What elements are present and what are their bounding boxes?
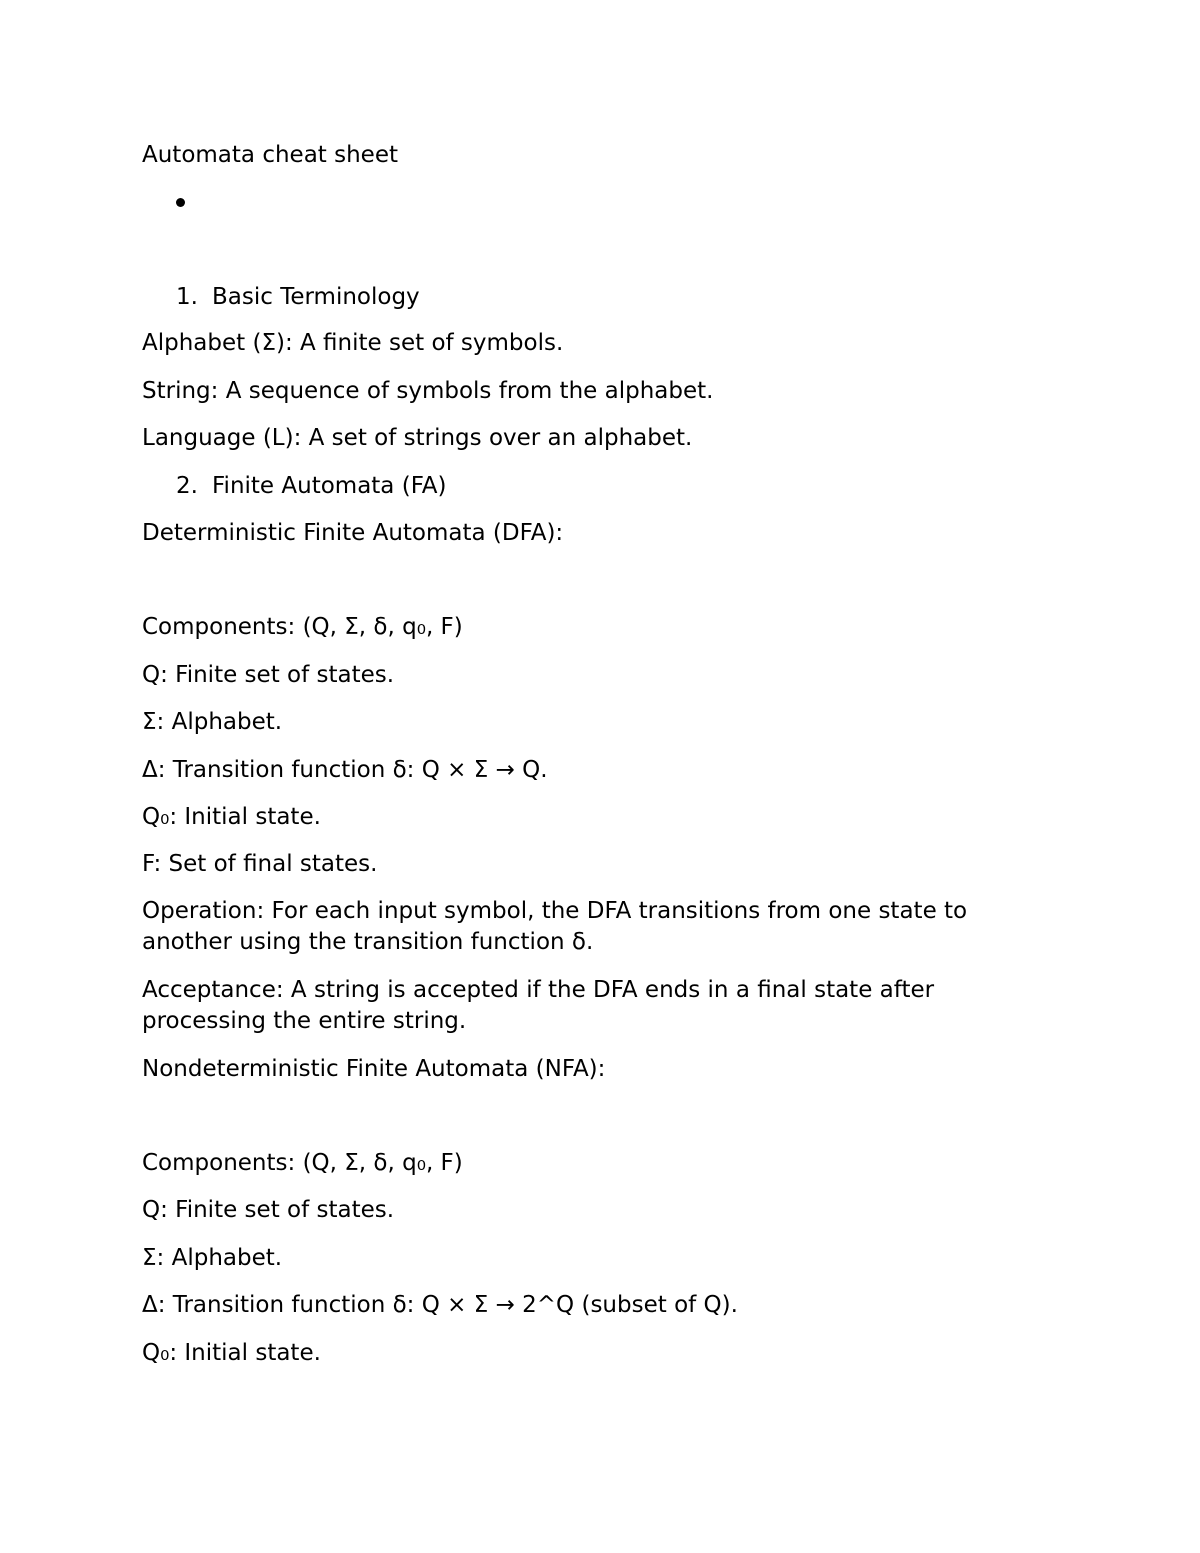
dfa-transition-function: Δ: Transition function δ: Q × Σ → Q. [142, 757, 548, 783]
definition-language: Language (L): A set of strings over an alphabet. [142, 425, 693, 451]
section-heading-text: Finite Automata (FA) [212, 473, 447, 499]
nfa-transition-function: Δ: Transition function δ: Q × Σ → 2^Q (subset of Q). [142, 1292, 738, 1318]
dfa-initial-state: Q₀: Initial state. [142, 804, 321, 830]
nfa-initial-state: Q₀: Initial state. [142, 1340, 321, 1366]
section-number: 1. [176, 284, 198, 310]
dfa-final-states: F: Set of final states. [142, 851, 378, 877]
document-title: Automata cheat sheet [142, 142, 398, 168]
dfa-components: Components: (Q, Σ, δ, q₀, F) [142, 614, 463, 640]
dfa-alphabet: Σ: Alphabet. [142, 709, 283, 735]
dfa-operation: Operation: For each input symbol, the DFA transitions from one state to another using the transition function δ. [142, 898, 968, 955]
section-number: 2. [176, 473, 198, 499]
section-heading-text: Basic Terminology [212, 284, 420, 310]
section-heading-basic-terminology [176, 282, 420, 313]
nfa-heading: Nondeterministic Finite Automata (NFA): [142, 1056, 606, 1082]
dfa-acceptance: Acceptance: A string is accepted if the DFA ends in a final state after processing the entire string. [142, 977, 935, 1034]
dfa-heading: Deterministic Finite Automata (DFA): [142, 520, 564, 546]
empty-bullet-point [176, 198, 185, 207]
section-heading-finite-automata [176, 471, 447, 502]
definition-string: String: A sequence of symbols from the alphabet. [142, 378, 714, 404]
nfa-alphabet: Σ: Alphabet. [142, 1245, 283, 1271]
dfa-states: Q: Finite set of states. [142, 662, 395, 688]
nfa-components: Components: (Q, Σ, δ, q₀, F) [142, 1150, 463, 1176]
definition-alphabet: Alphabet (Σ): A finite set of symbols. [142, 330, 564, 356]
nfa-states: Q: Finite set of states. [142, 1197, 395, 1223]
